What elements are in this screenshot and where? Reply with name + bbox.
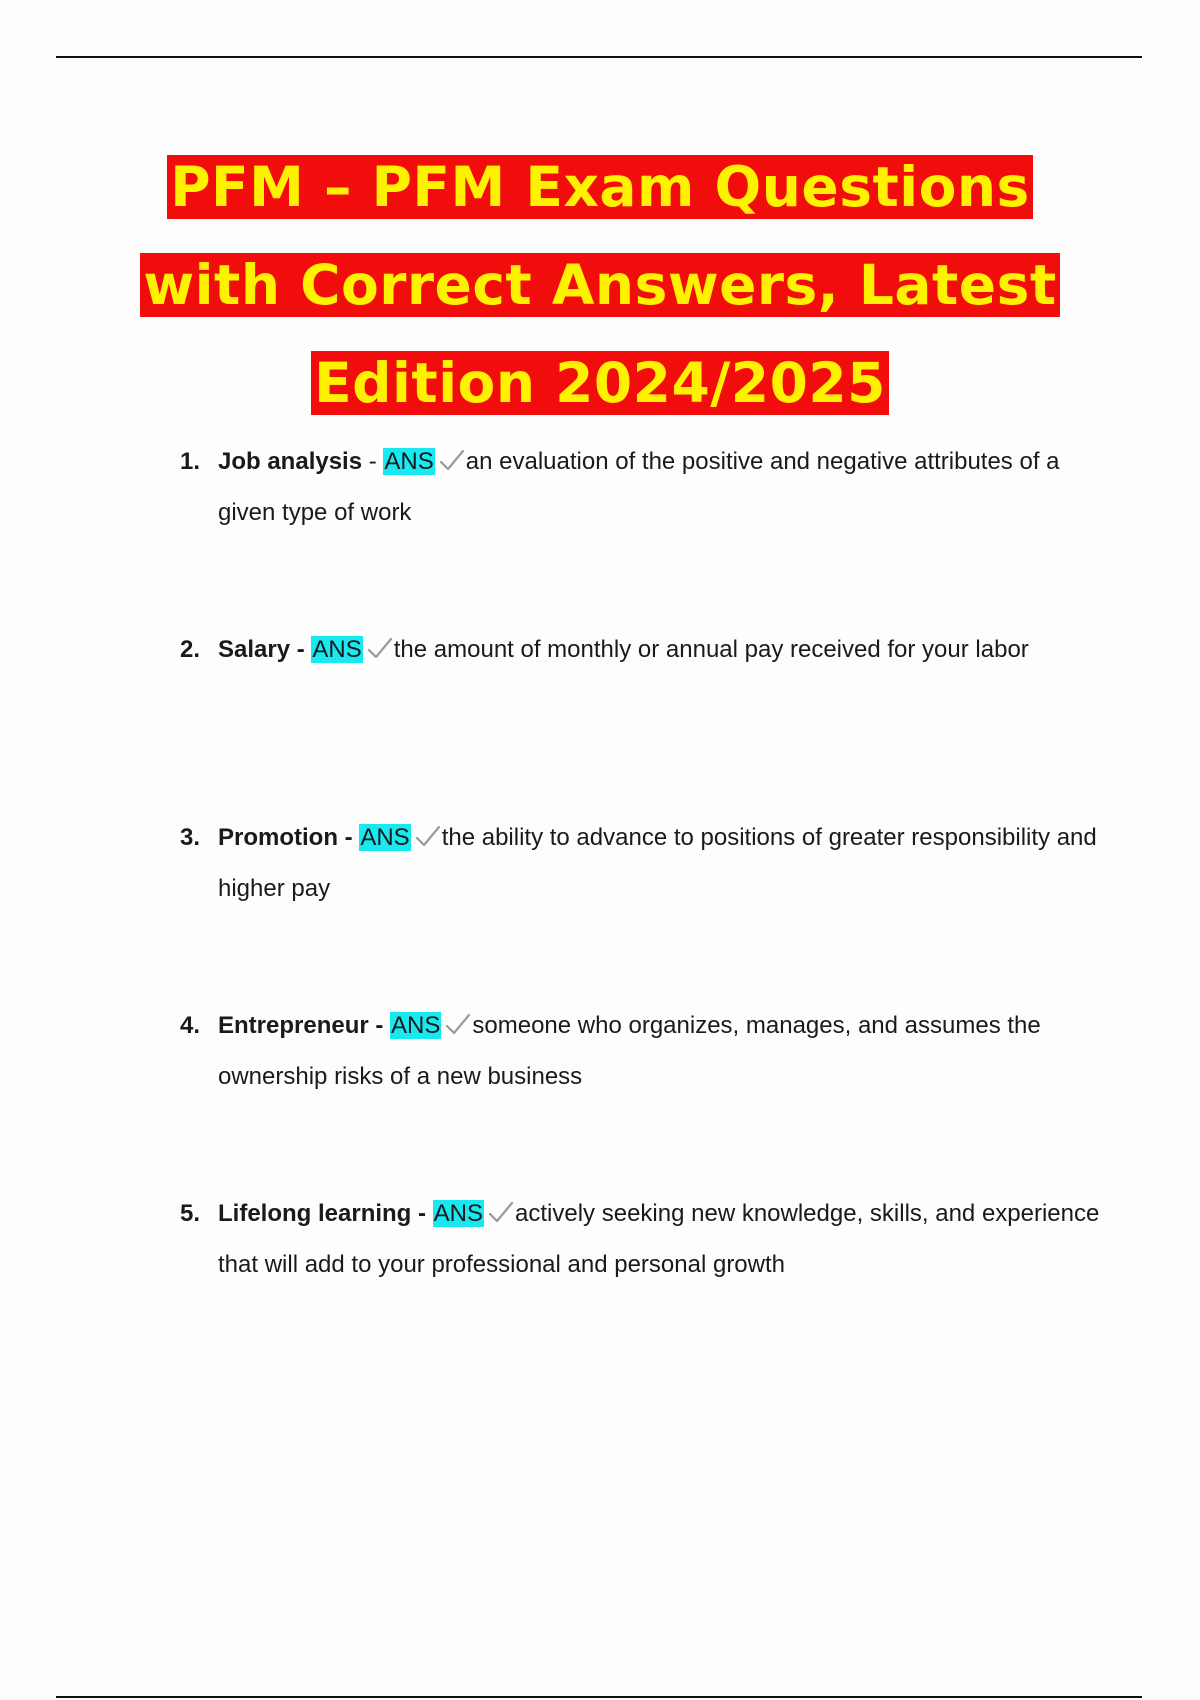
item-number: 4. <box>180 1012 201 1039</box>
ans-highlight: ANS <box>384 448 434 475</box>
checkmark-icon <box>415 824 441 848</box>
ans-highlight: ANS <box>433 1200 484 1227</box>
question-item-1 <box>180 436 1100 624</box>
ans-highlight: ANS <box>312 636 362 663</box>
top-rule <box>56 56 1142 58</box>
item-term: Salary - <box>218 636 312 663</box>
checkmark-icon <box>367 636 393 660</box>
checkmark-icon <box>439 448 465 472</box>
checkmark-icon <box>445 1012 471 1036</box>
item-number: 5. <box>180 1200 201 1227</box>
item-definition: the amount of monthly or annual pay received for your labor <box>393 636 1029 663</box>
item-definition: actively seeking new knowledge, skills, and experience that will add to your professional and personal growth <box>218 1200 1100 1278</box>
item-term: Promotion - <box>218 824 360 851</box>
bottom-rule <box>56 1696 1142 1698</box>
title-line-1: PFM – PFM Exam Questions <box>0 138 1200 236</box>
question-item-2 <box>180 624 1100 812</box>
item-definition: someone who organizes, manages, and assumes the ownership risks of a new business <box>218 1012 1041 1090</box>
ans-highlight: ANS <box>360 824 410 851</box>
item-definition: an evaluation of the positive and negative attributes of a given type of work <box>218 448 1060 526</box>
question-list <box>180 436 1100 1376</box>
item-number: 1. <box>180 448 201 475</box>
question-item-5 <box>180 1188 1100 1376</box>
document-title <box>0 138 1200 432</box>
term-separator: - <box>362 448 384 475</box>
item-number: 2. <box>180 636 201 663</box>
ans-highlight: ANS <box>391 1012 441 1039</box>
title-line-3: Edition 2024/2025 <box>0 334 1200 432</box>
question-item-4 <box>180 1000 1100 1188</box>
item-number: 3. <box>180 824 201 851</box>
question-item-3 <box>180 812 1100 1000</box>
item-term: Entrepreneur - <box>218 1012 391 1039</box>
checkmark-icon <box>488 1200 514 1224</box>
item-definition: the ability to advance to positions of greater responsibility and higher pay <box>218 824 1097 902</box>
item-term: Job analysis <box>218 448 363 475</box>
item-term: Lifelong learning - <box>218 1200 433 1227</box>
title-line-2: with Correct Answers, Latest <box>0 236 1200 334</box>
